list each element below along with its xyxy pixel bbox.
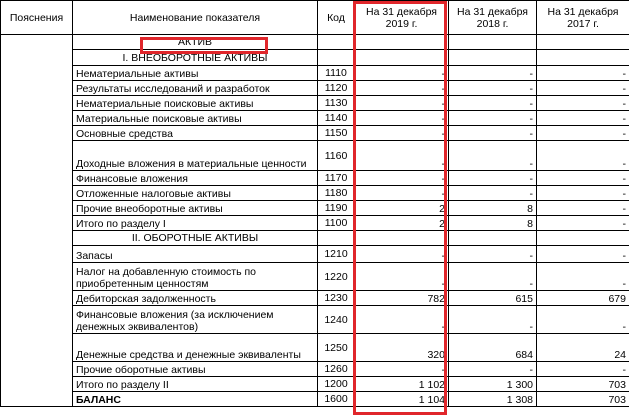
row-name: Результаты исследований и разработок: [73, 81, 318, 96]
value-2018: -: [449, 126, 537, 141]
table-row: [1, 377, 629, 392]
value-2019: 782: [355, 291, 449, 306]
row-name: Запасы: [73, 246, 318, 263]
table-row: [1, 246, 629, 263]
row-name: Итого по разделу II: [73, 377, 318, 392]
row-name: Нематериальные активы: [73, 66, 318, 81]
row-name: Основные средства: [73, 126, 318, 141]
header-indicator-name: Наименование показателя: [73, 1, 318, 35]
value-2017: 24: [537, 334, 629, 362]
row-code: 1200: [318, 377, 355, 392]
table-row: [1, 216, 629, 231]
table-row: [1, 81, 629, 96]
value-2019: -: [355, 171, 449, 186]
value-2019: 2: [355, 216, 449, 231]
value-2018: 615: [449, 291, 537, 306]
row-name: Финансовые вложения (за исключением денежных эквивалентов): [73, 306, 318, 334]
section-row: [1, 35, 629, 50]
table-row: [1, 171, 629, 186]
table-row: [1, 362, 629, 377]
value-2017: -: [537, 201, 629, 216]
header-2017: На 31 декабря 2017 г.: [537, 1, 629, 35]
row-name: Прочие оборотные активы: [73, 362, 318, 377]
value-2017: -: [537, 141, 629, 171]
table-row-total: [1, 392, 629, 407]
row-code: 1260: [318, 362, 355, 377]
row-name: Доходные вложения в материальные ценности: [73, 141, 318, 171]
value-2018: -: [449, 66, 537, 81]
section-assets: АКТИВ: [73, 35, 318, 50]
value-2018: -: [449, 263, 537, 291]
value-2018: 1 300: [449, 377, 537, 392]
row-code: 1220: [318, 263, 355, 291]
header-code: Код: [318, 1, 355, 35]
table-row: [1, 201, 629, 216]
row-code: 1160: [318, 141, 355, 171]
table-row: [1, 334, 629, 362]
value-2019: -: [355, 186, 449, 201]
row-name: Отложенные налоговые активы: [73, 186, 318, 201]
row-name: Прочие внеоборотные активы: [73, 201, 318, 216]
row-name: БАЛАНС: [73, 392, 318, 407]
row-name: Материальные поисковые активы: [73, 111, 318, 126]
table-row: [1, 66, 629, 81]
value-2018: -: [449, 141, 537, 171]
value-2019: -: [355, 246, 449, 263]
value-2017: -: [537, 66, 629, 81]
value-2018: -: [449, 186, 537, 201]
value-2017: -: [537, 263, 629, 291]
value-2019: -: [355, 81, 449, 96]
value-2017: -: [537, 216, 629, 231]
value-2019: 1 104: [355, 392, 449, 407]
row-name: Финансовые вложения: [73, 171, 318, 186]
value-2019: -: [355, 263, 449, 291]
value-2017: -: [537, 81, 629, 96]
section-row: [1, 231, 629, 246]
value-2017: 679: [537, 291, 629, 306]
row-code: 1170: [318, 171, 355, 186]
value-2018: -: [449, 111, 537, 126]
row-code: 1110: [318, 66, 355, 81]
row-code: 1120: [318, 81, 355, 96]
row-name: Дебиторская задолженность: [73, 291, 318, 306]
value-2017: -: [537, 96, 629, 111]
value-2017: -: [537, 362, 629, 377]
table-row: [1, 126, 629, 141]
row-code: 1250: [318, 334, 355, 362]
header-2019: На 31 декабря 2019 г.: [355, 1, 449, 35]
value-2017: -: [537, 246, 629, 263]
header-2018: На 31 декабря 2018 г.: [449, 1, 537, 35]
value-2017: -: [537, 306, 629, 334]
header-notes: Пояснения: [1, 1, 73, 35]
table-row: [1, 306, 629, 334]
value-2017: -: [537, 111, 629, 126]
row-code: 1150: [318, 126, 355, 141]
value-2017: 703: [537, 377, 629, 392]
value-2017: -: [537, 186, 629, 201]
row-name: Итого по разделу I: [73, 216, 318, 231]
section-current: II. ОБОРОТНЫЕ АКТИВЫ: [73, 231, 318, 246]
row-name: Нематериальные поисковые активы: [73, 96, 318, 111]
row-code: 1140: [318, 111, 355, 126]
table-row: [1, 291, 629, 306]
value-2018: -: [449, 246, 537, 263]
value-2017: -: [537, 126, 629, 141]
value-2019: -: [355, 141, 449, 171]
row-code: 1210: [318, 246, 355, 263]
value-2018: -: [449, 81, 537, 96]
value-2019: 320: [355, 334, 449, 362]
value-2019: -: [355, 126, 449, 141]
value-2018: -: [449, 362, 537, 377]
notes-column: [1, 35, 73, 407]
row-code: 1230: [318, 291, 355, 306]
value-2018: -: [449, 306, 537, 334]
table-row: [1, 111, 629, 126]
value-2018: -: [449, 96, 537, 111]
value-2018: 8: [449, 216, 537, 231]
value-2019: -: [355, 306, 449, 334]
value-2019: -: [355, 362, 449, 377]
table-row: [1, 263, 629, 291]
value-2018: 1 308: [449, 392, 537, 407]
row-code: 1130: [318, 96, 355, 111]
table-row: [1, 186, 629, 201]
value-2017: -: [537, 171, 629, 186]
value-2018: 684: [449, 334, 537, 362]
row-code: 1100: [318, 216, 355, 231]
value-2019: -: [355, 66, 449, 81]
row-code: 1240: [318, 306, 355, 334]
table-row: [1, 141, 629, 171]
table-row: [1, 96, 629, 111]
row-code: 1190: [318, 201, 355, 216]
row-code: 1180: [318, 186, 355, 201]
section-noncurrent: I. ВНЕОБОРОТНЫЕ АКТИВЫ: [73, 50, 318, 66]
value-2018: -: [449, 171, 537, 186]
row-name: Налог на добавленную стоимость по приобретенным ценностям: [73, 263, 318, 291]
value-2019: -: [355, 111, 449, 126]
value-2017: 703: [537, 392, 629, 407]
table-header-row: [1, 1, 629, 35]
value-2018: 8: [449, 201, 537, 216]
value-2019: 1 102: [355, 377, 449, 392]
section-row: [1, 50, 629, 66]
row-name: Денежные средства и денежные эквиваленты: [73, 334, 318, 362]
value-2019: 2: [355, 201, 449, 216]
row-code: 1600: [318, 392, 355, 407]
value-2019: -: [355, 96, 449, 111]
